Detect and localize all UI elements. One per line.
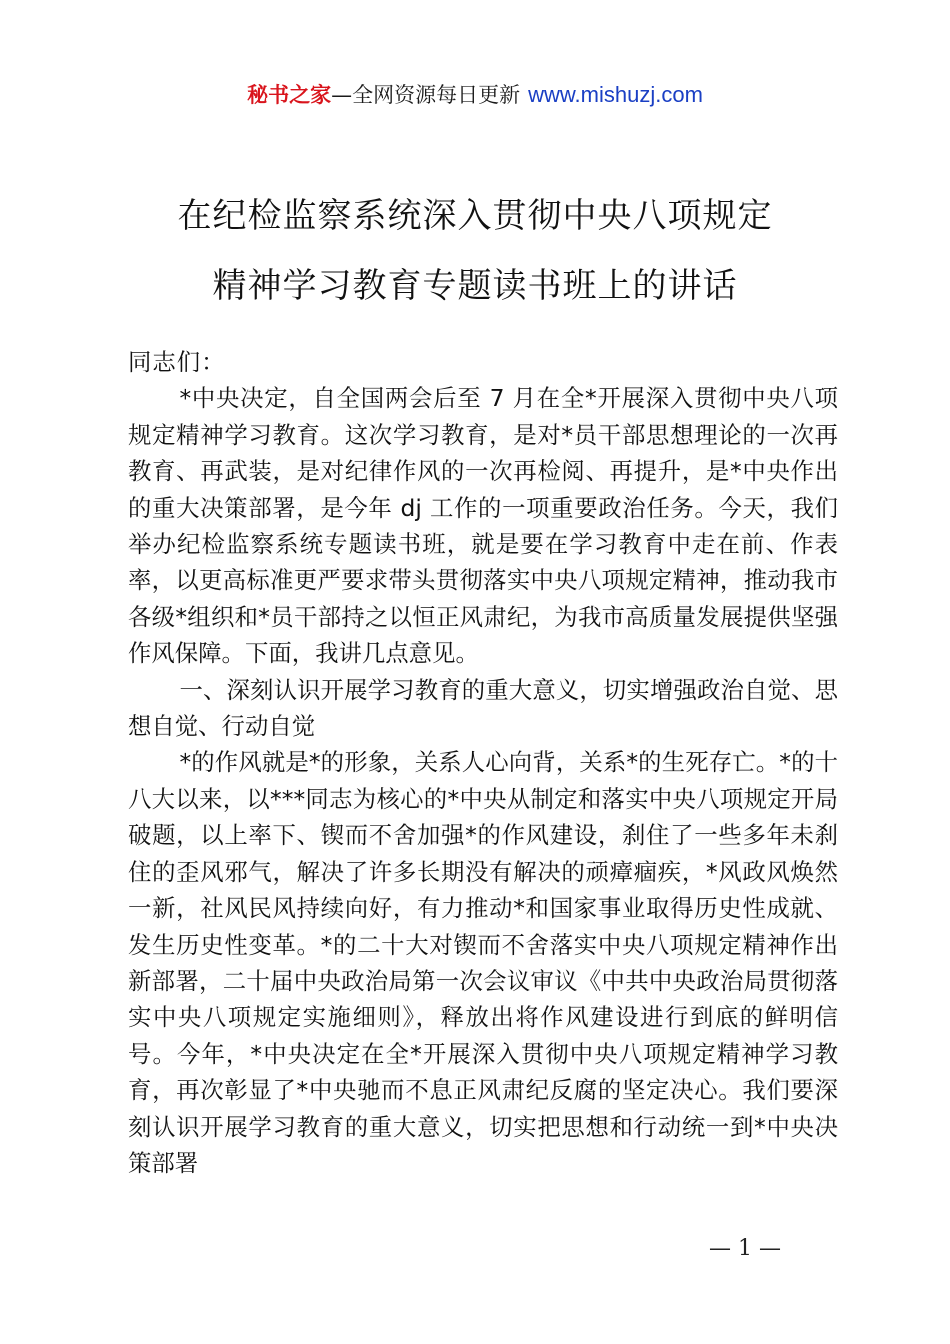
paragraph-section-1: *的作风就是*的形象，关系人心向背，关系*的生死存亡。*的十八大以来，以***同志为核心的*中央从制定和落实中央八项规定开局破题，以上率下、锲而不舍加强*的作风建设，刹住了一些多年未刹住的歪风邪气，解决了许多长期没有解决的顽瘴痼疾，*风政风焕然一新，社风民风持续向好，有力推动*和国家事业取得历史性成就、发生历史性变革。*的二十大对锲而不舍落实中央八项规定精神作出新部署，二十届中央政治局第一次会议审议《中共中央政治局贯彻落实中央八项规定实施细则》，释放出将作风建设进行到底的鲜明信号。今年，*中央决定在全*开展深入贯彻中央八项规定精神学习教育，再次彰显了*中央驰而不息正风肃纪反腐的坚定决心。我们要深刻认识开展学习教育的重大意义，切实把思想和行动统一到*中央决策部署 (128, 748, 838, 1177)
salutation: 同志们： (128, 348, 226, 376)
speech-body (128, 344, 838, 1181)
paragraph-intro: *中央决定，自全国两会后至 7 月在全*开展深入贯彻中央八项规定精神学习教育。这次学习教育，是对*员干部思想理论的一次再教育、再武装，是对纪律作风的一次再检阅、再提升，是*中央作出的重大决策部署，是今年 dj 工作的一项重要政治任务。今天，我们举办纪检监察系统专题读书班，就是要在学习教育中走在前、作表率，以更高标准更严要求带头贯彻落实中央八项规定精神，推动我市各级*组织和*员干部持之以恒正风肃纪，为我市高质量发展提供坚强作风保障。下面，我讲几点意见。 (128, 384, 838, 668)
title-line-1: 在纪检监察系统深入贯彻中央八项规定 (177, 196, 773, 236)
brand-name: 秘书之家 (247, 83, 332, 107)
header-tagline: —全网资源每日更新 (331, 83, 521, 107)
site-header (0, 80, 950, 110)
page-number: — 1 — (709, 1236, 781, 1261)
section-heading-1: 一、深刻认识开展学习教育的重大意义，切实增强政治自觉、思想自觉、行动自觉 (128, 675, 838, 741)
site-url-link[interactable]: www.mishuzj.com (528, 82, 703, 107)
title-line-2: 精神学习教育专题读书班上的讲话 (212, 266, 738, 306)
